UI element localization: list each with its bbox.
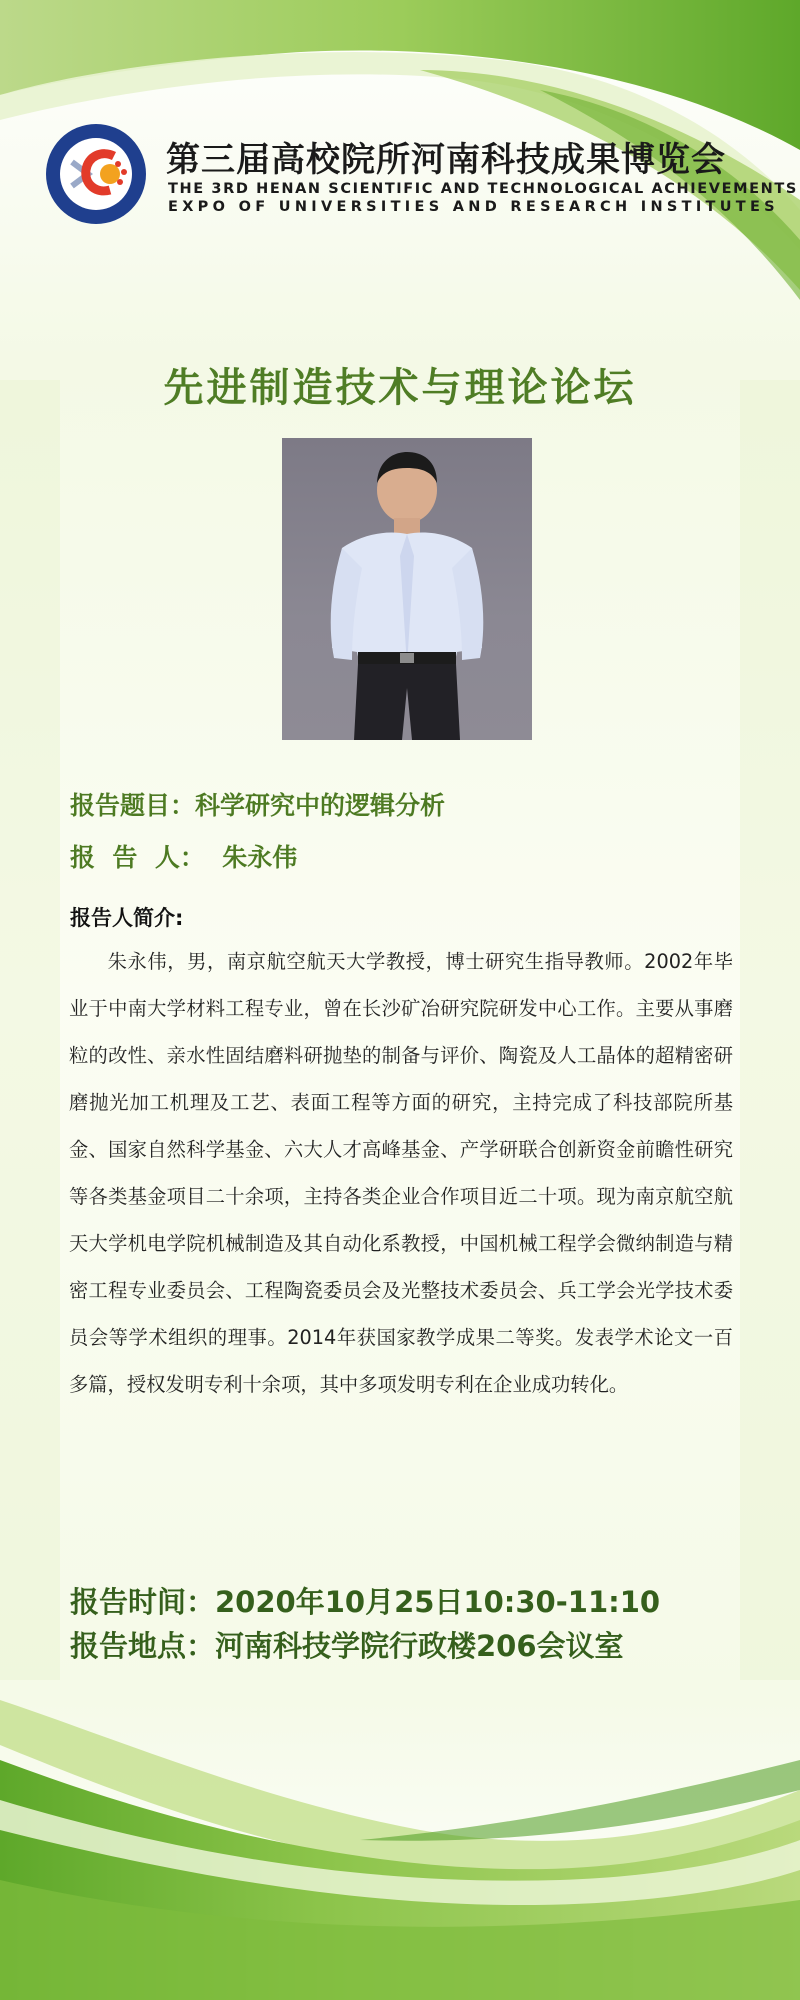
report-topic: 报告题目：科学研究中的逻辑分析 xyxy=(70,791,446,820)
expo-title-en-line1: THE 3RD HENAN SCIENTIFIC AND TECHNOLOGICAL ACHIEVEMENTS xyxy=(168,181,798,197)
forum-title: 先进制造技术与理论论坛 xyxy=(163,365,637,411)
expo-title-en-line2: EXPO OF UNIVERSITIES AND RESEARCH INSTITUTES xyxy=(168,199,779,215)
speaker-name: 报 告 人： 朱永伟 xyxy=(70,843,298,872)
speaker-photo xyxy=(282,438,532,740)
bio-heading: 报告人简介: xyxy=(70,906,184,930)
expo-title-cn: 第三届高校院所河南科技成果博览会 xyxy=(166,140,726,180)
bio-text: 朱永伟，男，南京航空航天大学教授，博士研究生指导教师。2002年毕业于中南大学材料工程专业，曾在长沙矿冶研究院研发中心工作。主要从事磨粒的改性、亲水性固结磨料研抛垫的制备与评价、陶瓷及人工晶体的超精密研磨抛光加工机理及工艺、表面工程等方面的研究，主持完成了科技部院所基金、国家自然科学基金、六大人才高峰基金、产学研联合创新资金前瞻性研究等各类基金项目二十余项，主持各类企业合作项目近二十项。现为南京航空航天大学机电学院机械制造及其自动化系教授，中国机械工程学会微纳制造与精密工程专业委员会、工程陶瓷委员会及光整技术委员会、兵工学会光学技术委员会等学术组织的理事。2014年获国家教学成果二等奖。发表学术论文一百多篇，授权发明专利十余项，其中多项发明专利在企业成功转化。 xyxy=(69,950,733,1396)
report-location: 报告地点：河南科技学院行政楼206会议室 xyxy=(70,1629,624,1663)
report-time: 报告时间：2020年10月25日10:30-11:10 xyxy=(70,1585,661,1619)
expo-logo xyxy=(44,122,148,226)
